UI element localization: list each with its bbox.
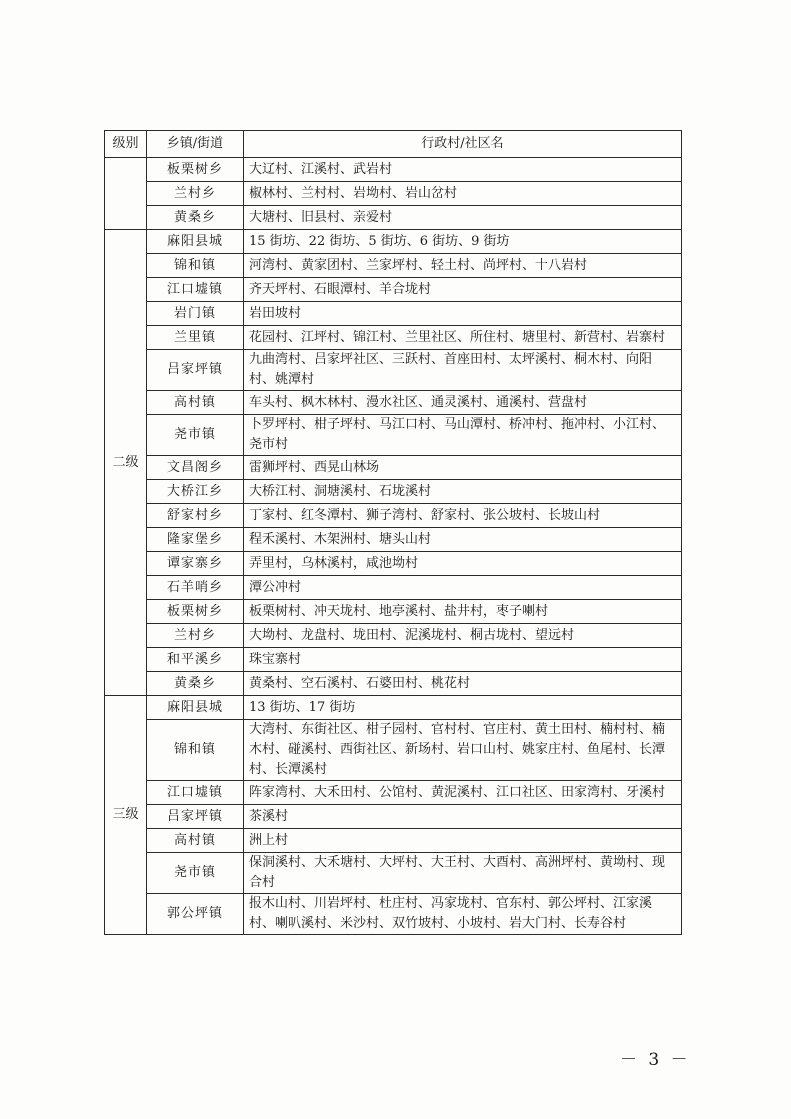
villages-cell: 黄桑村、空石溪村、石婆田村、桃花村: [244, 672, 682, 696]
villages-cell: 潭公冲村: [244, 576, 682, 600]
table-row: [105, 350, 682, 391]
header-villages: 行政村/社区名: [244, 131, 682, 158]
town-cell: 文昌阁乡: [147, 456, 244, 480]
town-cell: 麻阳县城: [147, 696, 244, 720]
villages-cell: 15 街坊、22 街坊、5 街坊、6 街坊、9 街坊: [244, 230, 682, 254]
villages-cell: 花园村、江坪村、锦江村、兰里社区、所住村、塘里村、新营村、岩寨村: [244, 326, 682, 350]
villages-cell: 保洞溪村、大禾塘村、大坪村、大王村、大酉村、高洲坪村、黄坳村、现合村: [244, 853, 682, 894]
villages-cell: 丁家村、红冬潭村、狮子湾村、舒家村、张公坡村、长坡山村: [244, 504, 682, 528]
town-cell: 兰村乡: [147, 182, 244, 206]
villages-cell: 弄里村，乌林溪村，咸池坳村: [244, 552, 682, 576]
town-cell: 谭家寨乡: [147, 552, 244, 576]
town-cell: 板栗树乡: [147, 158, 244, 182]
villages-cell: 大塘村、旧县村、亲爱村: [244, 206, 682, 230]
villages-cell: 大桥江村、洞塘溪村、石垅溪村: [244, 480, 682, 504]
town-cell: 吕家坪镇: [147, 805, 244, 829]
table-row: [105, 206, 682, 230]
table-row: [105, 648, 682, 672]
town-cell: 黄桑乡: [147, 672, 244, 696]
town-cell: 尧市镇: [147, 853, 244, 894]
town-cell: 麻阳县城: [147, 230, 244, 254]
level-cell-three: 三级: [105, 696, 147, 935]
table-row: [105, 781, 682, 805]
town-cell: 兰里镇: [147, 326, 244, 350]
villages-cell: 九曲湾村、吕家坪社区、三跃村、首座田村、太坪溪村、桐木村、向阳村、姚潭村: [244, 350, 682, 391]
town-cell: 隆家堡乡: [147, 528, 244, 552]
table-row: [105, 415, 682, 456]
table-row: [105, 182, 682, 206]
table-row: [105, 894, 682, 935]
table-row: [105, 853, 682, 894]
town-cell: 黄桑乡: [147, 206, 244, 230]
villages-cell: 河湾村、黄家团村、兰家坪村、轻土村、尚坪村、十八岩村: [244, 254, 682, 278]
town-cell: 江口墟镇: [147, 781, 244, 805]
villages-cell: 板栗树村、冲天垅村、地亭溪村、盐井村，枣子喇村: [244, 600, 682, 624]
town-cell: 锦和镇: [147, 254, 244, 278]
table-row: [105, 720, 682, 781]
table-row: [105, 391, 682, 415]
villages-cell: 茶溪村: [244, 805, 682, 829]
table-row: [105, 805, 682, 829]
header-town: 乡镇/街道: [147, 131, 244, 158]
page-number: － 3 －: [620, 1050, 691, 1070]
town-cell: 郭公坪镇: [147, 894, 244, 935]
villages-cell: 程禾溪村、木架洲村、塘头山村: [244, 528, 682, 552]
table-row: [105, 326, 682, 350]
table-row: [105, 302, 682, 326]
table-row: [105, 158, 682, 182]
villages-cell: 岩田坡村: [244, 302, 682, 326]
village-table: [104, 130, 682, 935]
level-cell-blank: [105, 158, 147, 230]
table-header-row: [105, 131, 682, 158]
villages-cell: 雷狮坪村、西晃山林场: [244, 456, 682, 480]
town-cell: 舒家村乡: [147, 504, 244, 528]
table-row: [105, 480, 682, 504]
town-cell: 高村镇: [147, 829, 244, 853]
table-row: [105, 600, 682, 624]
villages-cell: 大坳村、龙盘村、垅田村、泥溪垅村、桐古垅村、望远村: [244, 624, 682, 648]
table-row: [105, 456, 682, 480]
town-cell: 锦和镇: [147, 720, 244, 781]
table-row: [105, 624, 682, 648]
villages-cell: 报木山村、川岩坪村、杜庄村、冯家垅村、官东村、郭公坪村、江家溪村、喇叭溪村、米沙村、双竹坡村、小坡村、岩大门村、长寿谷村: [244, 894, 682, 935]
table-row: [105, 254, 682, 278]
town-cell: 兰村乡: [147, 624, 244, 648]
villages-cell: 椒林村、兰村村、岩坳村、岩山岔村: [244, 182, 682, 206]
header-level: 级别: [105, 131, 147, 158]
town-cell: 大桥江乡: [147, 480, 244, 504]
town-cell: 岩门镇: [147, 302, 244, 326]
town-cell: 吕家坪镇: [147, 350, 244, 391]
town-cell: 石羊哨乡: [147, 576, 244, 600]
villages-cell: 珠宝寨村: [244, 648, 682, 672]
table-row: [105, 278, 682, 302]
town-cell: 尧市镇: [147, 415, 244, 456]
villages-cell: 大辽村、江溪村、武岩村: [244, 158, 682, 182]
villages-cell: 大湾村、东街社区、柑子园村、官村村、官庄村、黄土田村、楠村村、楠木村、碰溪村、西街社区、新场村、岩口山村、姚家庄村、鱼尾村、长潭村、长潭溪村: [244, 720, 682, 781]
town-cell: 高村镇: [147, 391, 244, 415]
villages-cell: 洲上村: [244, 829, 682, 853]
table-row: [105, 528, 682, 552]
table-row: [105, 552, 682, 576]
town-cell: 江口墟镇: [147, 278, 244, 302]
villages-cell: 阵家湾村、大禾田村、公馆村、黄泥溪村、江口社区、田家湾村、牙溪村: [244, 781, 682, 805]
level-cell-two: 二级: [105, 230, 147, 696]
villages-cell: 车头村、枫木林村、漫水社区、通灵溪村、通溪村、营盘村: [244, 391, 682, 415]
town-cell: 板栗树乡: [147, 600, 244, 624]
table-row: [105, 504, 682, 528]
villages-cell: 卜罗坪村、柑子坪村、马江口村、马山潭村、桥冲村、拖冲村、小江村、尧市村: [244, 415, 682, 456]
villages-cell: 13 街坊、17 街坊: [244, 696, 682, 720]
table-row: [105, 576, 682, 600]
table-row: [105, 672, 682, 696]
villages-cell: 齐天坪村、石眼潭村、羊合垅村: [244, 278, 682, 302]
town-cell: 和平溪乡: [147, 648, 244, 672]
table-row: [105, 230, 682, 254]
table-row: [105, 696, 682, 720]
table-row: [105, 829, 682, 853]
